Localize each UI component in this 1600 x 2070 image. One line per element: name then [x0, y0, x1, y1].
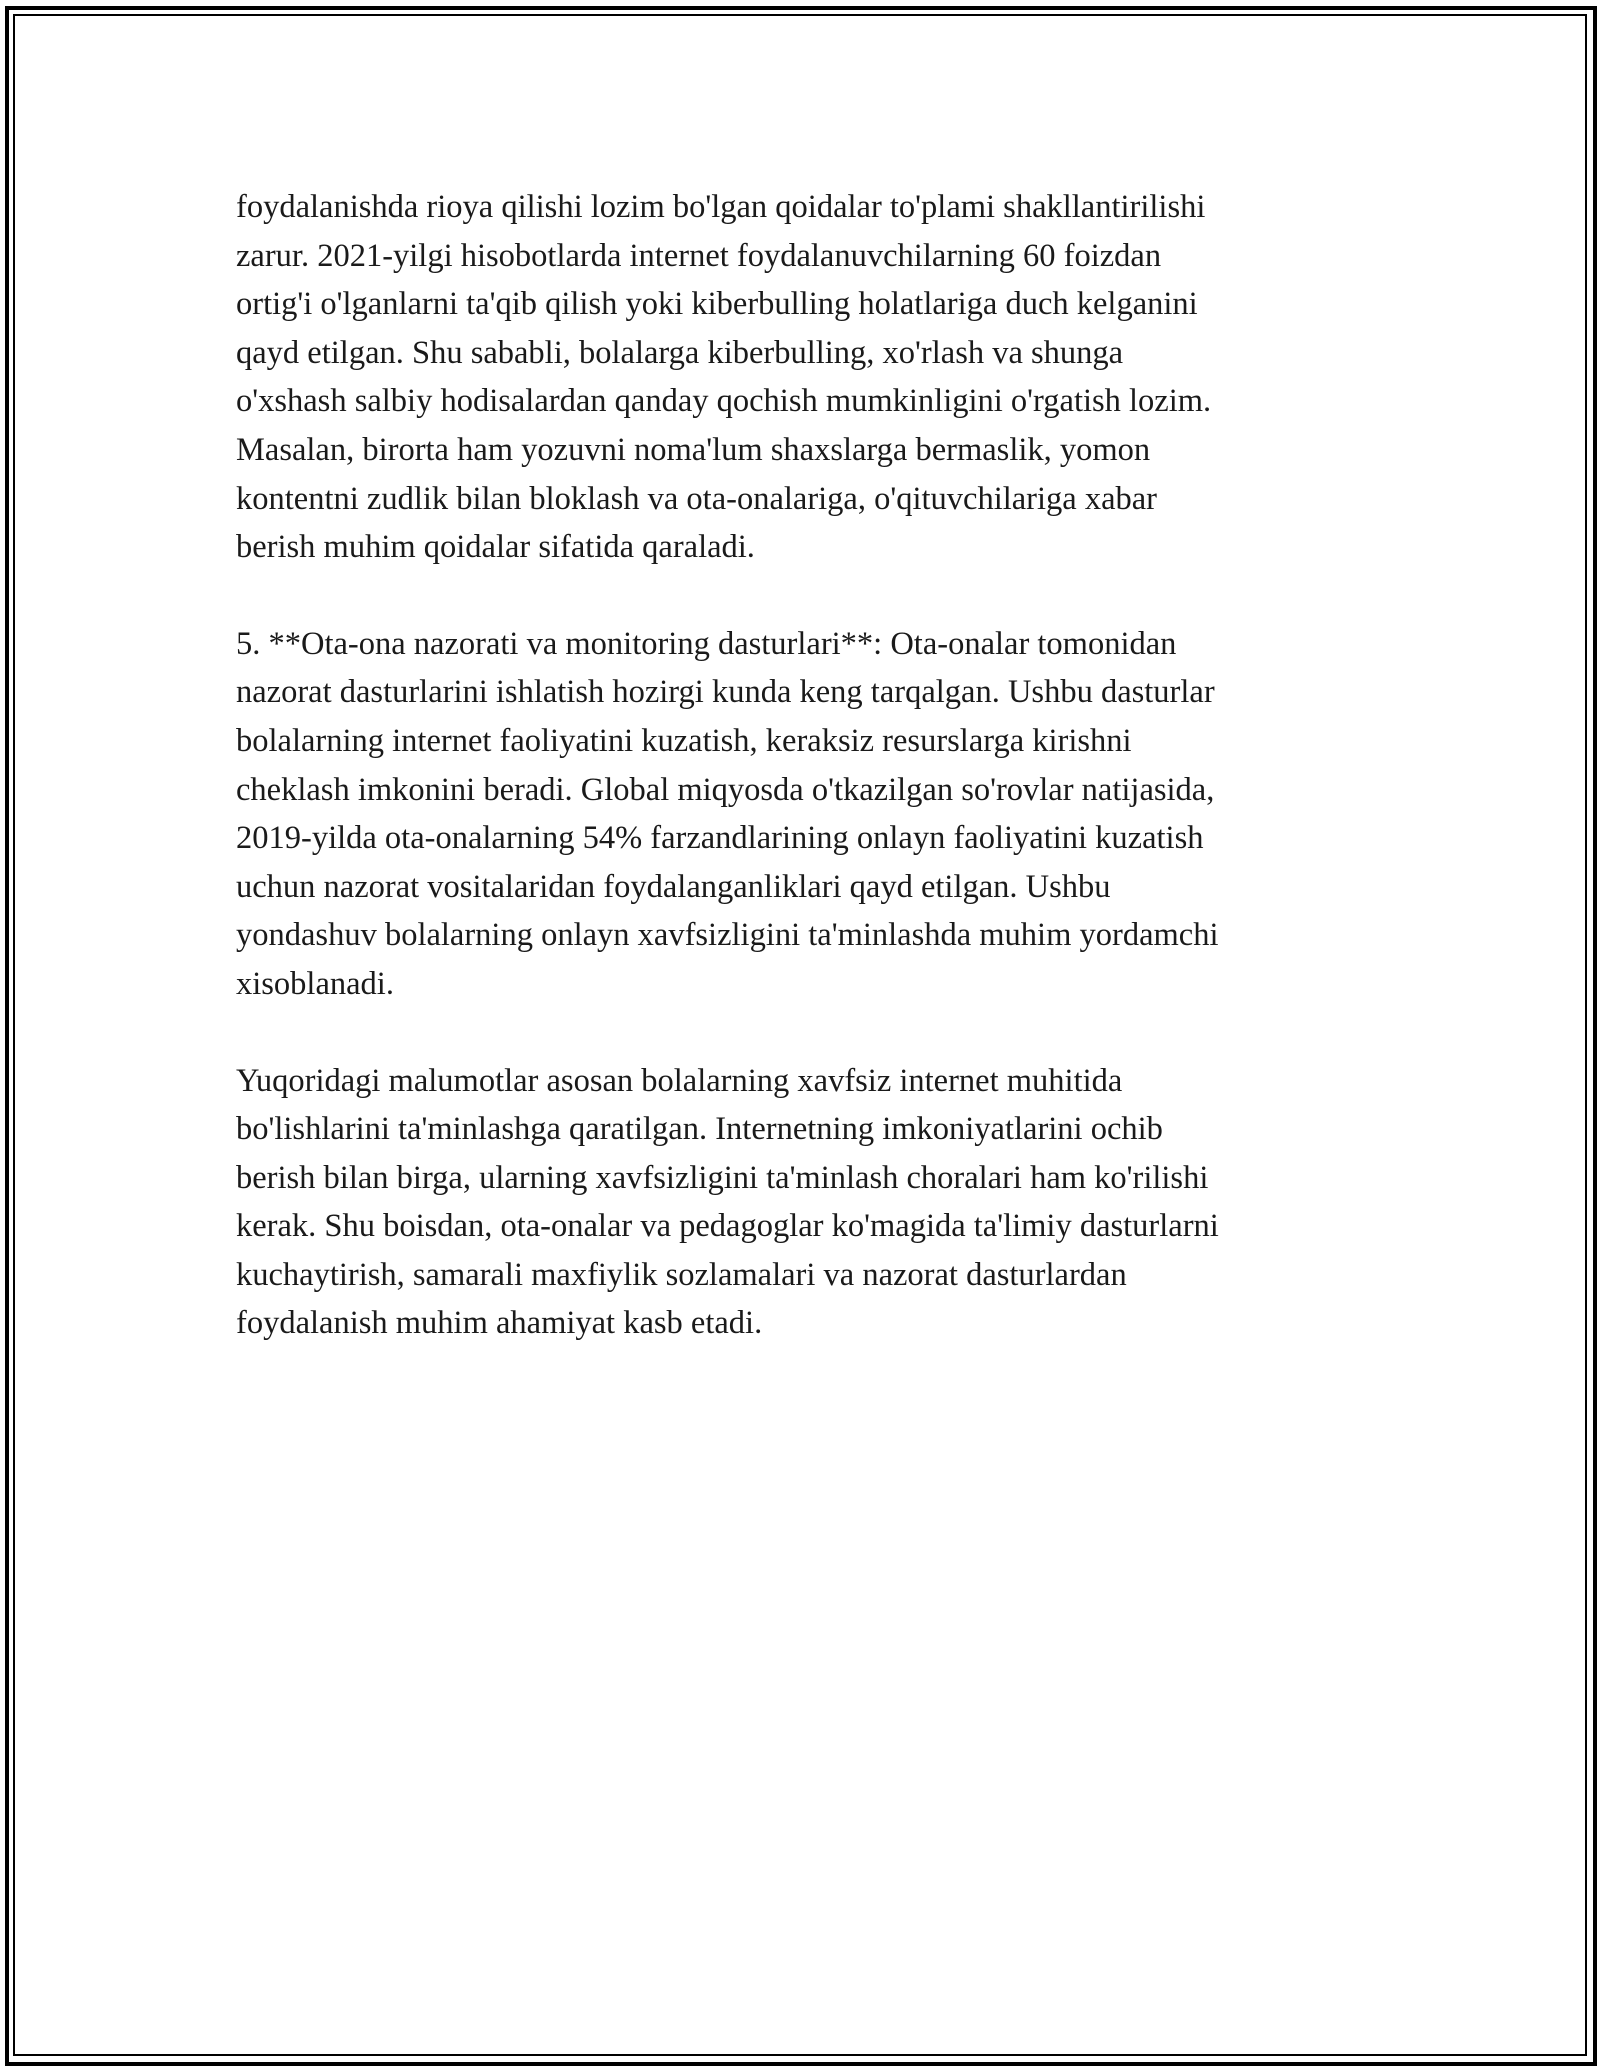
paragraph-conclusion: Yuqoridagi malumotlar asosan bolalarning xavfsiz internet muhitida bo'lishlarini ta'minlashga qaratilgan. Internetning imkoniyatlarini ochib berish bilan birga, ularning xavfsizligini ta'minlash choralari ham ko'rilishi kerak. Shu boisdan, ota-onalar va pedagoglar ko'magida ta'limiy dasturlarni kuchaytirish, samarali maxfiylik sozlamalari va nazorat dasturlardan foydalanish muhim ahamiyat kasb etadi. [236, 1062, 1219, 1342]
paragraph-parental-control: 5. **Ota-ona nazorati va monitoring dasturlari**: Ota-onalar tomonidan nazorat dasturlarini ishlatish hozirgi kunda keng tarqalgan. Ushbu dasturlar bolalarning internet faoliyatini kuzatish, keraksiz resurslarga kirishni cheklash imkonini beradi. Global miqyosda o'tkazilgan so'rovlar natijasida, 2019-yilda ota-onalarning 54% farzandlarining onlayn faoliyatini kuzatish uchun nazorat vositalaridan foydalanganliklari qayd etilgan. Ushbu yondashuv bolalarning onlayn xavfsizligini ta'minlashda muhim yordamchi xisoblanadi. [236, 625, 1219, 1002]
document-body [236, 183, 1366, 1396]
paragraph-online-safety-rules: foydalanishda rioya qilishi lozim bo'lgan qoidalar to'plami shakllantirilishi zarur. 2021-yilgi hisobotlarda internet foydalanuvchilarning 60 foizdan ortig'i o'lganlarni ta'qib qilish yoki kiberbulling holatlariga duch kelganini qayd etilgan. Shu sababli, bolalarga kiberbulling, xo'rlash va shunga o'xshash salbiy hodisalardan qanday qochish mumkinligini o'rgatish lozim. Masalan, birorta ham yozuvni noma'lum shaxslarga bermaslik, yomon kontentni zudlik bilan bloklash va ota-onalariga, o'qituvchilariga xabar berish muhim qoidalar sifatida qaraladi. [236, 189, 1212, 566]
